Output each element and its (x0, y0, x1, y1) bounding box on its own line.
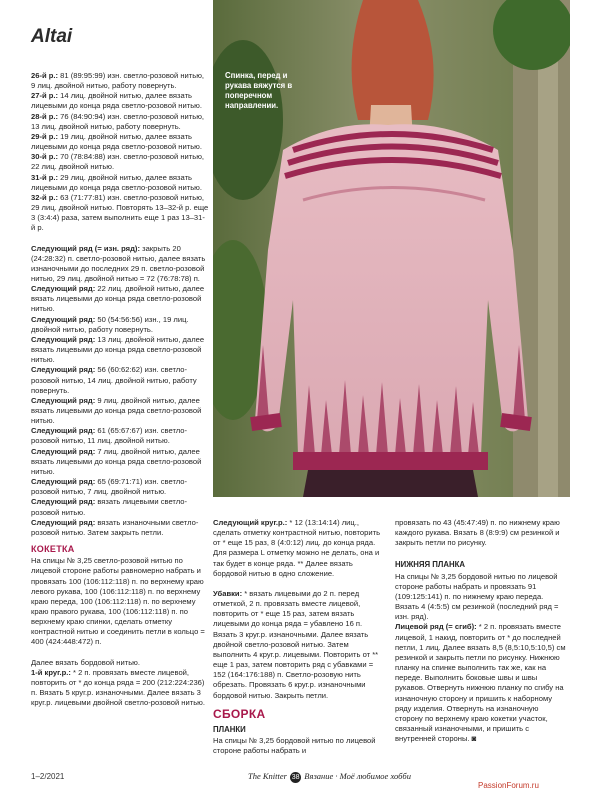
row-label: 32-й р.: (31, 192, 59, 202)
instructions-rows (31, 71, 209, 538)
row-label: Следующий ряд: (31, 446, 96, 456)
section-heading-sborka: СБОРКА (213, 706, 266, 721)
instruction-paragraph (31, 556, 209, 647)
instruction-paragraph (213, 518, 383, 579)
instruction-paragraph (31, 71, 209, 91)
paragraph-gap (31, 648, 209, 658)
row-text: Далее вязать бордовой нитью. (31, 657, 140, 667)
row-text: * 2 п. провязать вместе лицевой, повторить от * до конца ряда = 200 (212:224:236) п. Вязать 5 круг.р. изнаночными. Далее вязать 3 круг.р. лицевыми двойной светло-розовой нитью. (31, 667, 205, 708)
row-label: Следующий ряд: (31, 284, 96, 294)
column-middle (213, 518, 383, 756)
row-text: 63 (71:77:81) изн. светло-розовой нитью, 29 лиц. двойной нитью. Повторять 13–32-й р. еще 3 (3:4:4) раза, затем выполнить еще 1 раз 13–31-й р. (31, 192, 209, 233)
row-text: вязать лицевыми светло-розовой нитью. (31, 497, 188, 517)
instruction-paragraph (31, 91, 209, 111)
footer-magazine (248, 771, 411, 783)
magazine-tagline: Вязание · Моё любимое хобби (304, 771, 411, 781)
row-text: На спицы № 3,25 бордовой нитью по лицевой стороне работы набрать и провязать 91 (109:125:141) п. по нижнему краю переда. Вязать 4 (4:5:5) см резинкой (последний ряд = изн. ряд). (395, 571, 559, 622)
row-text: 22 лиц. двойной нитью, далее вязать лицевыми до конца ряда светло-розовой нитью. (31, 284, 205, 314)
row-label: Следующий ряд: (31, 426, 96, 436)
row-text: 7 лиц. двойной нитью, далее вязать лицевыми до конца ряда светло-розовой нитью. (31, 446, 202, 476)
row-label: Следующий ряд: (31, 497, 96, 507)
bottom-band-instructions (395, 572, 567, 745)
instruction-paragraph (31, 112, 209, 132)
instruction-paragraph (31, 396, 209, 426)
instruction-paragraph (31, 477, 209, 497)
page-number: 38 (291, 773, 300, 781)
planki-continued: провязать по 43 (45:47:49) п. по нижнему краю каждого рукава. Вязать 8 (8:9:9) см резинкой и закрыть петли по рисунку. (395, 518, 560, 548)
paragraph-gap (31, 234, 209, 244)
row-text: 56 (60:62:62) изн. светло-розовой нитью, 14 лиц. двойной нитью, работу повернуть. (31, 365, 197, 395)
instruction-paragraph (31, 518, 209, 538)
instruction-paragraph (31, 658, 209, 668)
row-label: 29-й р.: (31, 131, 59, 141)
instruction-paragraph (395, 572, 567, 623)
row-label: 1-й круг.р.: (31, 667, 71, 677)
instruction-paragraph (31, 426, 209, 446)
photo-caption: Спинка, перед и рукава вяжутся в поперечном направлении. (225, 71, 293, 110)
instruction-paragraph (31, 365, 209, 395)
row-label: 27-й р.: (31, 91, 59, 101)
row-label: Следующий ряд: (31, 395, 96, 405)
row-label: 31-й р.: (31, 172, 59, 182)
row-label: Следующий ряд (= изн. ряд): (31, 243, 140, 253)
instruction-paragraph (395, 622, 567, 744)
row-text: 13 лиц. двойной нитью, далее вязать лицевыми до конца ряда светло-розовой нитью. (31, 334, 205, 365)
row-text: вязать изнаночными светло-розовой нитью. Затем закрыть петли. (31, 517, 199, 537)
row-label: Следующий ряд: (31, 314, 96, 324)
row-text: 29 лиц. двойной нитью, далее вязать лицевыми до конца ряда светло-розовой нитью. (31, 172, 202, 192)
row-label: Следующий ряд: (31, 477, 96, 487)
row-text: закрыть 20 (24:28:32) п. светло-розовой нитью, далее вязать изнаночными до последних 29 п. светло-розовой нитью, 29 лиц. двойной нитью = 72 (76:78:78) п. (31, 243, 206, 283)
row-label: Следующий ряд: (31, 365, 96, 375)
row-label: Лицевой ряд (= сгиб): (395, 622, 477, 632)
instruction-paragraph (31, 335, 209, 365)
row-text: 14 лиц. двойной нитью, далее вязать лицевыми до конца ряда светло-розовой нитью. (31, 91, 202, 111)
column-left (31, 71, 209, 708)
instruction-paragraph (31, 447, 209, 477)
row-text: * вязать лицевыми до 2 п. перед отметкой, 2 п. провязать вместе лицевой, повторить от * еще 15 раз, затем вязать лицевыми до конца ряда = убавлено 16 п. Вязать 3 круг.р. изнаночными. Далее вязать двойной светло-розовой нитью. Затем выполнить 4 круг.р. лицевыми. Повторить от ** еще 1 раз, затем повторить ряд с убавками = 152 (164:176:188) п. Светло-розовую нить обрезать. Провязать 6 круг.р. изнаночными бордовой нитью. Закрыть петли. (213, 588, 379, 700)
row-label: Следующий ряд: (31, 334, 96, 344)
instruction-paragraph (31, 315, 209, 335)
row-text: 9 лиц. двойной нитью, далее вязать лицевыми до конца ряда светло-розовой нитью. (31, 395, 202, 426)
watermark: PassionForum.ru (478, 781, 539, 790)
page-title: Altai (31, 26, 73, 47)
row-label: 28-й р.: (31, 111, 59, 121)
row-text: 65 (69:71:71) изн. светло-розовой нитью, 7 лиц. двойной нитью. (31, 477, 188, 497)
row-text: * 12 (13:14:14) лиц., сделать отметку контрастной нитью, повторить от * еще 15 раз, 8 (4:0:12) лиц. до конца ряда. Для размера L отметку можно не делать, она и так будет в конце ряда. ** Далее вязать бордовой нитью в одно сложение. (213, 518, 381, 578)
row-label: Убавки: (213, 588, 243, 598)
instruction-paragraph (31, 284, 209, 314)
row-label: 30-й р.: (31, 152, 59, 162)
subheading-planki: ПЛАНКИ (213, 724, 246, 734)
row-text: 19 лиц. двойной нитью, далее вязать лицевыми до конца ряда светло-розовой нитью. (31, 131, 202, 152)
instruction-paragraph (31, 193, 209, 234)
magazine-name: The Knitter (248, 771, 287, 781)
instruction-paragraph (213, 589, 383, 701)
row-text: 70 (78:84:88) изн. светло-розовой нитью, 22 лиц. двойной нитью. (31, 152, 205, 172)
paragraph-gap (213, 579, 383, 589)
yoke-instructions (213, 518, 383, 701)
instruction-paragraph (31, 497, 209, 517)
instruction-paragraph (31, 132, 209, 152)
instruction-paragraph (31, 244, 209, 285)
koketka-instructions (31, 556, 209, 708)
column-right (395, 518, 567, 744)
subheading-bottom-band: НИЖНЯЯ ПЛАНКА (395, 560, 466, 570)
row-text: 61 (65:67:67) изн. светло-розовой нитью, 11 лиц. двойной нитью. (31, 426, 188, 446)
row-text: На спицы № 3,25 светло-розовой нитью по лицевой стороне работы равномерно набрать и провязать 100 (106:112:118) п. по верхнему краю левого рукава, 100 (106:112:118) п. по верхнему краю переда, 100 (106:112:118) п. по верхнему краю правого рукава, 100 (106:112:118) п. по верхнему краю спинки, сделать отметку контрастной нитью и соединить петли в кольцо = 400 (424:448:472) п. (31, 556, 205, 647)
row-label: Следующий круг.р.: (213, 518, 288, 527)
row-text: 76 (84:90:94) изн. светло-розовой нитью, 13 лиц. двойной нитью, работу повернуть. (31, 111, 205, 131)
row-label: 26-й р.: (31, 71, 59, 80)
section-heading-koketka: КОКЕТКА (31, 544, 75, 555)
planki-text: На спицы № 3,25 бордовой нитью по лицевой стороне работы набрать и (213, 735, 376, 756)
issue-number: 1–2/2021 (31, 772, 65, 781)
row-text: * 2 п. провязать вместе лицевой, 1 накид, повторить от * до последней петли, 1 лиц. Далее вязать 8,5 (8,5:10,5:10,5) см резинкой и закрыть петли по рисунку. Нижнюю планку на спинке выполнить так же, как на переде. Выполнить боковые швы и швы рукавов. Отвернуть нижнюю планку по сгибу на изнаночную сторону и пришить к наборному ряду изделия. Отвернуть на изнаночную сторону по верхнему краю кокетки участок, связанный изнаночными, и пришить с внутренней стороны. ◙ (395, 622, 566, 744)
instruction-paragraph (31, 668, 209, 709)
row-label: Следующий ряд: (31, 517, 96, 527)
row-text: 81 (89:95:99) изн. светло-розовой нитью, 9 лиц. двойной нитью, работу повернуть. (31, 71, 205, 91)
instruction-paragraph (31, 173, 209, 193)
row-text: 50 (54:56:56) изн., 19 лиц. двойной нитью, работу повернуть. (31, 314, 189, 334)
instruction-paragraph (31, 152, 209, 172)
